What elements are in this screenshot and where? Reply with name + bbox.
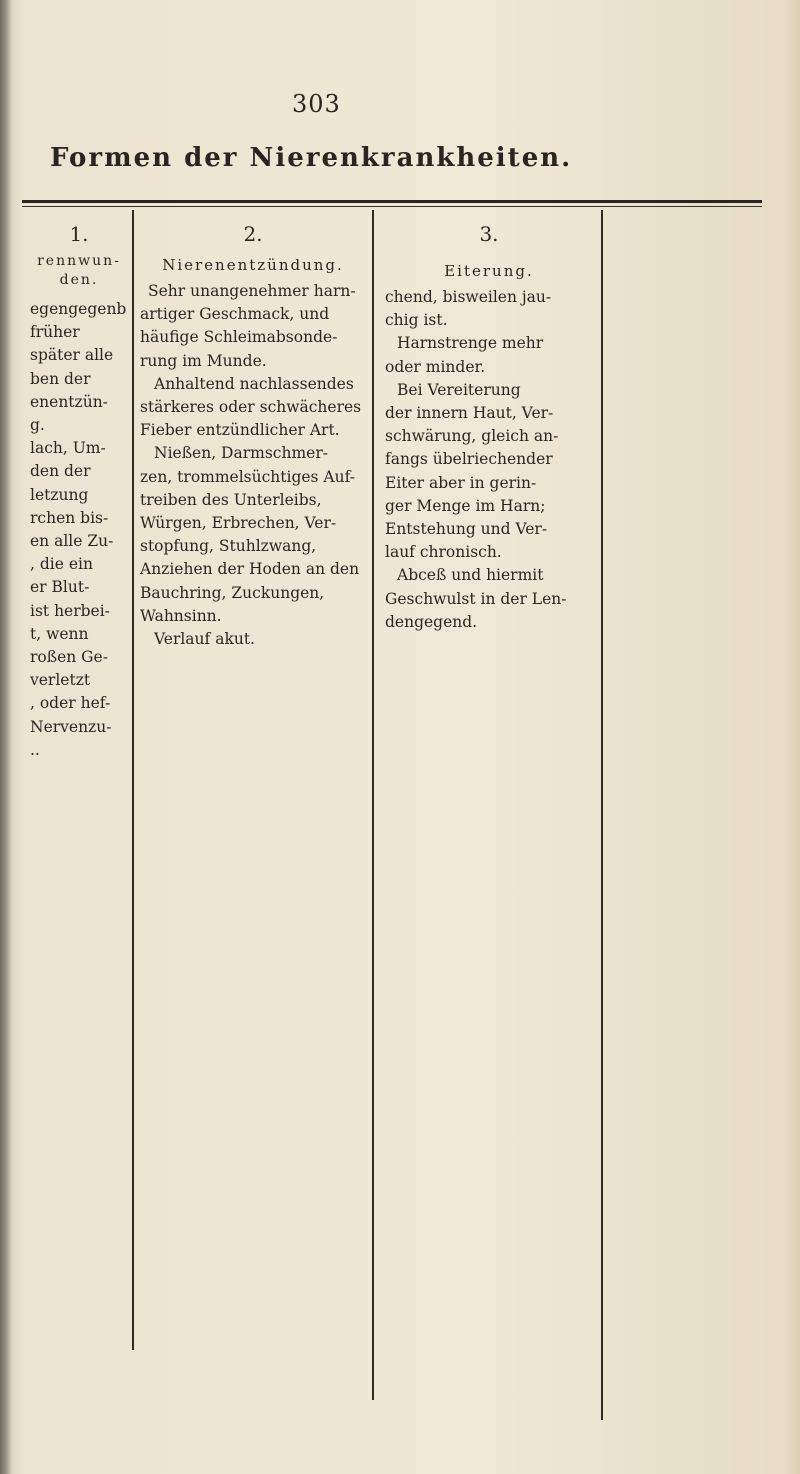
text-line: roßen Ge- [30,648,108,667]
text-line: treiben des Unterleibs, [140,490,322,509]
text-line: Anziehen der Hoden an den [140,560,360,579]
text-line: Würgen, Erbrechen, Ver- [140,514,337,533]
text-line: den der [30,462,91,481]
text-line: lach, Um- [30,439,106,458]
running-head: Formen der Nierenkrankheiten. [50,143,573,173]
text-line: Abceß und hiermit [397,566,544,585]
text-line: Anhaltend nachlassendes [154,374,354,393]
text-line: en alle Zu- [30,532,114,551]
text-line: ben der [30,369,91,388]
text-line: oder minder. [385,357,486,376]
text-line: , oder hef- [30,694,111,713]
text-line: zen, trommelsüchtiges Auf- [140,467,356,486]
text-line: ger Menge im Harn; [385,496,546,515]
column-number: 1. [69,222,89,246]
column-divider-2 [372,210,374,1400]
text-line: artiger Geschmack, und [140,305,330,324]
page-gutter-shadow [0,0,12,1474]
column-1 [30,222,128,762]
text-line: .. [30,740,40,759]
column-title: Nierenentzündung. [162,256,344,274]
column-3 [385,222,593,634]
header-rule-thin [22,206,762,207]
text-line: Nervenzu- [30,717,112,736]
header-rule-thick [22,200,762,203]
column-number: 2. [243,222,263,246]
column-body [140,280,366,651]
text-line: t, wenn [30,624,89,643]
text-line: Eiter aber in gerin- [385,473,537,492]
text-line: Verlauf akut. [154,630,255,649]
text-line: schwärung, gleich an- [385,427,559,446]
text-line: Wahnsinn. [140,606,222,625]
text-line: Sehr unangenehmer harn- [148,282,356,300]
text-line: ist herbei- [30,601,110,620]
text-line: häufige Schleimabsonde- [140,328,338,347]
text-line: stärkeres oder schwächeres [140,398,362,417]
column-body [30,298,128,762]
page-number: 303 [292,90,341,118]
column-divider-1 [132,210,134,1350]
text-line: lauf chronisch. [385,543,502,562]
text-line: rchen bis- [30,508,109,527]
text-line: dengegend. [385,612,478,631]
text-line: Nießen, Darmschmer- [154,444,328,463]
text-line: verletzt [30,671,91,690]
column-number: 3. [479,222,499,246]
text-line: egengegenb [30,300,127,318]
text-line: Harnstrenge mehr [397,334,544,353]
text-line: chig ist. [385,311,448,330]
text-line: rung im Munde. [140,351,267,370]
column-body [385,286,593,634]
text-line: fangs übelriechender [385,450,553,469]
text-line: letzung [30,485,89,504]
column-2 [140,222,366,651]
text-line: Bei Vereiterung [397,380,521,399]
text-line: er Blut- [30,578,90,597]
page-edge [786,0,800,1474]
text-line: Fieber entzündlicher Art. [140,421,340,440]
column-divider-3 [601,210,603,1420]
text-line: , die ein [30,555,93,574]
text-line: später alle [30,346,114,365]
text-line: Geschwulst in der Len- [385,589,567,608]
text-line: stopfung, Stuhlzwang, [140,537,317,556]
text-line: enentzün- [30,392,108,411]
text-line: der innern Haut, Ver- [385,404,554,423]
column-title: Eiterung. [444,262,534,280]
column-title: rennwun- den. [37,253,121,288]
text-line: Bauchring, Zuckungen, [140,583,325,602]
text-line: chend, bisweilen jau- [385,288,552,306]
text-line: früher [30,323,80,342]
text-line: g. [30,416,45,435]
text-line: Entstehung und Ver- [385,520,548,539]
